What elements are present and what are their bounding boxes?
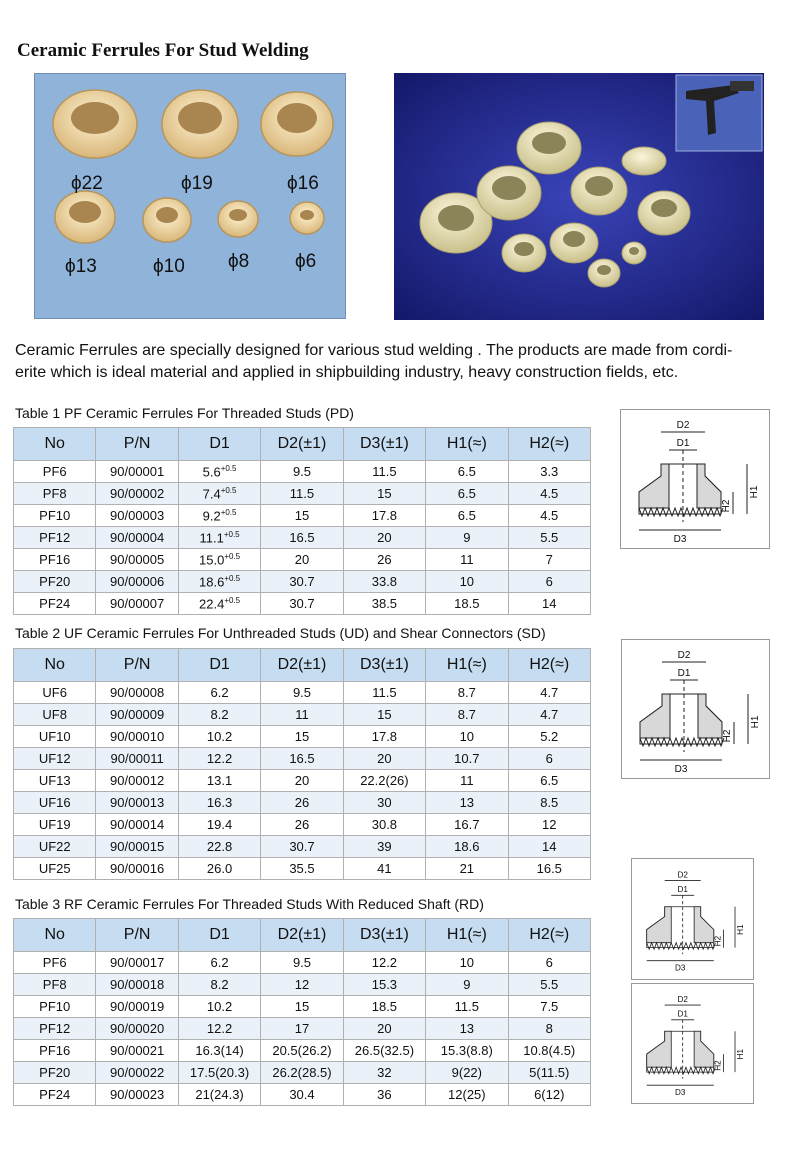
table-cell: 21(24.3) [178, 1084, 260, 1106]
wall-left [647, 1031, 672, 1067]
table-cell: 17.5(20.3) [178, 1062, 260, 1084]
table-cell: 3.3 [508, 461, 590, 483]
col-d1: D1 [178, 428, 260, 461]
table-cell: 8 [508, 1018, 590, 1040]
label-d1: D1 [677, 1009, 688, 1019]
table-cell: 8.7 [426, 704, 508, 726]
table-cell: 10 [426, 726, 508, 748]
table-cell: 20 [261, 770, 343, 792]
table-cell: 8.2 [178, 704, 260, 726]
table-cell: 15.3(8.8) [426, 1040, 508, 1062]
label-h2: H2 [713, 1060, 723, 1071]
table-row [14, 483, 591, 505]
label-d2: D2 [677, 870, 688, 880]
table-cell: 16.3(14) [178, 1040, 260, 1062]
table-cell: 11.5 [343, 682, 425, 704]
ferrule-photo-sizes [34, 73, 346, 319]
table-cell: PF10 [14, 505, 96, 527]
label-h1: H1 [749, 485, 760, 499]
col-h2: H2(≈) [508, 428, 590, 461]
table-cell: 36 [343, 1084, 425, 1106]
table-cell: 9(22) [426, 1062, 508, 1084]
table-cell: 6 [508, 952, 590, 974]
table-row [14, 1018, 591, 1040]
table-cell: 90/00002 [96, 483, 178, 505]
table-cell: PF6 [14, 461, 96, 483]
table-cell: 12 [261, 974, 343, 996]
table-cell: 90/00006 [96, 571, 178, 593]
table2-caption: Table 2 UF Ceramic Ferrules For Unthreaded Studs (UD) and Shear Connectors (SD) [15, 625, 546, 641]
table-cell: 4.7 [508, 704, 590, 726]
table-cell: 5.2 [508, 726, 590, 748]
table1-caption: Table 1 PF Ceramic Ferrules For Threaded Studs (PD) [15, 405, 354, 421]
table-cell: 41 [343, 858, 425, 880]
table-cell: 35.5 [261, 858, 343, 880]
table-cell: 12 [508, 814, 590, 836]
table-cell: 26 [261, 792, 343, 814]
label-h2: H2 [722, 729, 733, 743]
table-cell: 9 [426, 974, 508, 996]
table-row [14, 726, 591, 748]
table-cell: 90/00019 [96, 996, 178, 1018]
table-cell: 26.0 [178, 858, 260, 880]
table-cell: PF12 [14, 1018, 96, 1040]
table-cell: $11.1^{+0.5}$ [178, 527, 260, 549]
table-row [14, 792, 591, 814]
table-cell: 20.5(26.2) [261, 1040, 343, 1062]
table-cell: 90/00020 [96, 1018, 178, 1040]
col-d2: D2(±1) [261, 428, 343, 461]
table-cell: 17 [261, 1018, 343, 1040]
table-cell: 5(11.5) [508, 1062, 590, 1084]
table-cell: 7 [508, 549, 590, 571]
table-row [14, 770, 591, 792]
table-row [14, 836, 591, 858]
table-header-row [14, 919, 591, 952]
label-phi16: ϕ16 [287, 173, 319, 194]
table-cell: 32 [343, 1062, 425, 1084]
intro-paragraph [15, 340, 780, 384]
table-cell: 7.5 [508, 996, 590, 1018]
label-h1: H1 [736, 924, 746, 935]
table-row [14, 996, 591, 1018]
table-cell: 33.8 [343, 571, 425, 593]
diagram-pf [620, 409, 770, 549]
table-cell: 12.2 [343, 952, 425, 974]
table-cell: 11 [426, 549, 508, 571]
table-cell: 14 [508, 593, 590, 615]
table-cell: 20 [343, 527, 425, 549]
table-cell: 9.5 [261, 682, 343, 704]
table-cell: 14 [508, 836, 590, 858]
table-cell: UF13 [14, 770, 96, 792]
table-cell: PF20 [14, 1062, 96, 1084]
tolerance: +0.5 [223, 529, 240, 539]
table-cell: PF20 [14, 571, 96, 593]
wall-right [694, 1031, 714, 1067]
table-row [14, 974, 591, 996]
table-cell: 10.2 [178, 996, 260, 1018]
col-d3: D3(±1) [343, 649, 425, 682]
wall-left [639, 464, 669, 508]
label-d1: D1 [677, 885, 688, 895]
page-title: Ceramic Ferrules For Stud Welding [17, 40, 309, 61]
table-row [14, 1084, 591, 1106]
table-row [14, 952, 591, 974]
table-uf-unthreaded [13, 648, 591, 880]
table-cell: PF8 [14, 974, 96, 996]
table-cell: 20 [261, 549, 343, 571]
table-cell: 5.5 [508, 527, 590, 549]
label-d3: D3 [674, 764, 688, 775]
table-cell: 30.7 [261, 836, 343, 858]
table-cell: $18.6^{+0.5}$ [178, 571, 260, 593]
table-cell: UF25 [14, 858, 96, 880]
label-d2: D2 [677, 650, 691, 661]
table-pf-threaded [13, 427, 591, 615]
table-header-row [14, 649, 591, 682]
table-cell: 16.5 [508, 858, 590, 880]
table-cell: 6(12) [508, 1084, 590, 1106]
tolerance: +0.5 [220, 463, 237, 473]
table-cell: 21 [426, 858, 508, 880]
table-cell: 4.5 [508, 505, 590, 527]
wall-right [697, 464, 721, 508]
table-cell: 10 [426, 571, 508, 593]
label-d2: D2 [677, 994, 688, 1004]
label-phi13: ϕ13 [65, 256, 97, 277]
table-cell: 11.5 [426, 996, 508, 1018]
table-cell: 6.5 [508, 770, 590, 792]
table-cell: PF24 [14, 1084, 96, 1106]
table-cell: 15 [261, 996, 343, 1018]
table-cell: 13 [426, 1018, 508, 1040]
table-cell: $22.4^{+0.5}$ [178, 593, 260, 615]
table-cell: 30.8 [343, 814, 425, 836]
table-row [14, 549, 591, 571]
table-cell: 6.2 [178, 952, 260, 974]
col-h1: H1(≈) [426, 428, 508, 461]
table-cell: 90/00001 [96, 461, 178, 483]
table-cell: PF10 [14, 996, 96, 1018]
col-h2: H2(≈) [508, 649, 590, 682]
label-d1: D1 [677, 668, 691, 679]
table-cell: 8.5 [508, 792, 590, 814]
table-cell: 26.5(32.5) [343, 1040, 425, 1062]
table-row [14, 527, 591, 549]
label-phi10: ϕ10 [153, 256, 185, 277]
table-cell: 20 [343, 748, 425, 770]
table-cell: 90/00012 [96, 770, 178, 792]
table-cell: 9.5 [261, 952, 343, 974]
label-h2: H2 [713, 935, 723, 947]
table-row [14, 461, 591, 483]
table-cell: 90/00014 [96, 814, 178, 836]
table-cell: 15 [343, 704, 425, 726]
wall-left [640, 694, 670, 738]
label-h2: H2 [721, 499, 732, 513]
table-row [14, 748, 591, 770]
table-cell: 12(25) [426, 1084, 508, 1106]
table-row [14, 704, 591, 726]
col-d2: D2(±1) [261, 649, 343, 682]
table-cell: 11.5 [261, 483, 343, 505]
table-cell: PF8 [14, 483, 96, 505]
table-cell: 18.5 [426, 593, 508, 615]
table-cell: 6.5 [426, 461, 508, 483]
table-cell: 90/00010 [96, 726, 178, 748]
table-cell: 16.7 [426, 814, 508, 836]
table-cell: 90/00015 [96, 836, 178, 858]
table-cell: $7.4^{+0.5}$ [178, 483, 260, 505]
col-no: No [14, 919, 96, 952]
table-cell: PF16 [14, 1040, 96, 1062]
table-cell: 6.5 [426, 505, 508, 527]
table-cell: 6 [508, 748, 590, 770]
col-d3: D3(±1) [343, 428, 425, 461]
diagram-rf-1 [631, 858, 754, 980]
table-cell: 19.4 [178, 814, 260, 836]
table-cell: 26 [343, 549, 425, 571]
table-cell: 39 [343, 836, 425, 858]
table-cell: 10.2 [178, 726, 260, 748]
intro-line-2: erite which is ideal material and applied in shipbuilding industry, heavy construction fields, etc. [15, 364, 679, 381]
table-cell: 90/00003 [96, 505, 178, 527]
table-cell: 12.2 [178, 1018, 260, 1040]
label-d3: D3 [675, 1088, 686, 1098]
table-cell: UF16 [14, 792, 96, 814]
table-cell: 90/00005 [96, 549, 178, 571]
table-cell: UF10 [14, 726, 96, 748]
label-phi8: ϕ8 [228, 251, 250, 272]
table-row [14, 593, 591, 615]
label-phi22: ϕ22 [71, 173, 103, 194]
tolerance: +0.5 [220, 507, 237, 517]
table-cell: 90/00007 [96, 593, 178, 615]
label-d1: D1 [676, 438, 690, 449]
table-cell: 18.6 [426, 836, 508, 858]
table-cell: 90/00008 [96, 682, 178, 704]
table-cell: 12.2 [178, 748, 260, 770]
table-cell: 22.8 [178, 836, 260, 858]
table-cell: 4.5 [508, 483, 590, 505]
table-cell: 15 [261, 505, 343, 527]
table-cell: 90/00013 [96, 792, 178, 814]
table-cell: 17.8 [343, 726, 425, 748]
col-d1: D1 [178, 649, 260, 682]
table-row [14, 682, 591, 704]
table-cell: 17.8 [343, 505, 425, 527]
intro-line-1: Ceramic Ferrules are specially designed for various stud welding . The products are made from cordi- [15, 342, 733, 359]
table3-caption: Table 3 RF Ceramic Ferrules For Threaded Studs With Reduced Shaft (RD) [15, 896, 484, 912]
table-cell: 90/00017 [96, 952, 178, 974]
table-cell: PF6 [14, 952, 96, 974]
welding-gun-inset [676, 75, 762, 151]
wall-right [698, 694, 722, 738]
table-cell: 90/00021 [96, 1040, 178, 1062]
table-row [14, 571, 591, 593]
table-row [14, 1062, 591, 1084]
table-cell: UF6 [14, 682, 96, 704]
table-header-row [14, 428, 591, 461]
table-cell: 90/00009 [96, 704, 178, 726]
label-phi6: ϕ6 [295, 251, 317, 272]
table-cell: 6.2 [178, 682, 260, 704]
tolerance: +0.5 [224, 573, 241, 583]
table-cell: 9 [426, 527, 508, 549]
table-cell: 10.7 [426, 748, 508, 770]
wall-right [694, 907, 714, 943]
table-rf-reduced-shaft [13, 918, 591, 1106]
table-cell: 90/00016 [96, 858, 178, 880]
table-cell: 11 [261, 704, 343, 726]
label-d3: D3 [673, 534, 687, 545]
table-row [14, 858, 591, 880]
col-h1: H1(≈) [426, 649, 508, 682]
table-cell: 30.4 [261, 1084, 343, 1106]
col-pn: P/N [96, 919, 178, 952]
table-cell: 10.8(4.5) [508, 1040, 590, 1062]
col-no: No [14, 428, 96, 461]
table-cell: 11 [426, 770, 508, 792]
table-cell: 9.5 [261, 461, 343, 483]
table-cell: 30 [343, 792, 425, 814]
table-cell: 13 [426, 792, 508, 814]
table-cell: 11.5 [343, 461, 425, 483]
table-cell: PF12 [14, 527, 96, 549]
table-cell: UF8 [14, 704, 96, 726]
table-cell: 22.2(26) [343, 770, 425, 792]
table-cell: 90/00004 [96, 527, 178, 549]
table-cell: 26 [261, 814, 343, 836]
table-cell: $9.2^{+0.5}$ [178, 505, 260, 527]
table-cell: 6 [508, 571, 590, 593]
table-cell: 4.7 [508, 682, 590, 704]
col-no: No [14, 649, 96, 682]
label-h1: H1 [750, 715, 761, 729]
table-cell: $5.6^{+0.5}$ [178, 461, 260, 483]
col-pn: P/N [96, 649, 178, 682]
table-cell: 38.5 [343, 593, 425, 615]
tolerance: +0.5 [220, 485, 237, 495]
diagram-rf-2 [631, 983, 754, 1104]
table-cell: 10 [426, 952, 508, 974]
table-cell: 26.2(28.5) [261, 1062, 343, 1084]
table-cell: 90/00018 [96, 974, 178, 996]
table-cell: 90/00011 [96, 748, 178, 770]
diagram-uf [621, 639, 770, 779]
label-d2: D2 [676, 420, 690, 431]
col-d2: D2(±1) [261, 919, 343, 952]
table-cell: 16.5 [261, 748, 343, 770]
table-cell: 30.7 [261, 593, 343, 615]
table-cell: PF16 [14, 549, 96, 571]
col-d1: D1 [178, 919, 260, 952]
wall-left [647, 907, 672, 943]
table-cell: $15.0^{+0.5}$ [178, 549, 260, 571]
table-cell: 90/00023 [96, 1084, 178, 1106]
table-cell: UF22 [14, 836, 96, 858]
table-cell: 16.5 [261, 527, 343, 549]
col-h2: H2(≈) [508, 919, 590, 952]
tolerance: +0.5 [224, 551, 241, 561]
table-cell: PF24 [14, 593, 96, 615]
table-cell: 6.5 [426, 483, 508, 505]
table-cell: 13.1 [178, 770, 260, 792]
table-row [14, 814, 591, 836]
ferrule-photo-product [394, 73, 764, 320]
table-cell: UF19 [14, 814, 96, 836]
table-cell: 15 [343, 483, 425, 505]
table-row [14, 1040, 591, 1062]
table-cell: 15 [261, 726, 343, 748]
table-cell: UF12 [14, 748, 96, 770]
col-d3: D3(±1) [343, 919, 425, 952]
table-cell: 5.5 [508, 974, 590, 996]
table-cell: 30.7 [261, 571, 343, 593]
table-cell: 8.2 [178, 974, 260, 996]
label-d3: D3 [675, 963, 686, 973]
table-row [14, 505, 591, 527]
label-h1: H1 [736, 1048, 746, 1060]
table-cell: 90/00022 [96, 1062, 178, 1084]
table-cell: 8.7 [426, 682, 508, 704]
table-cell: 16.3 [178, 792, 260, 814]
tolerance: +0.5 [224, 595, 241, 605]
col-pn: P/N [96, 428, 178, 461]
table-cell: 18.5 [343, 996, 425, 1018]
table-cell: 20 [343, 1018, 425, 1040]
table-cell: 15.3 [343, 974, 425, 996]
label-phi19: ϕ19 [181, 173, 213, 194]
col-h1: H1(≈) [426, 919, 508, 952]
